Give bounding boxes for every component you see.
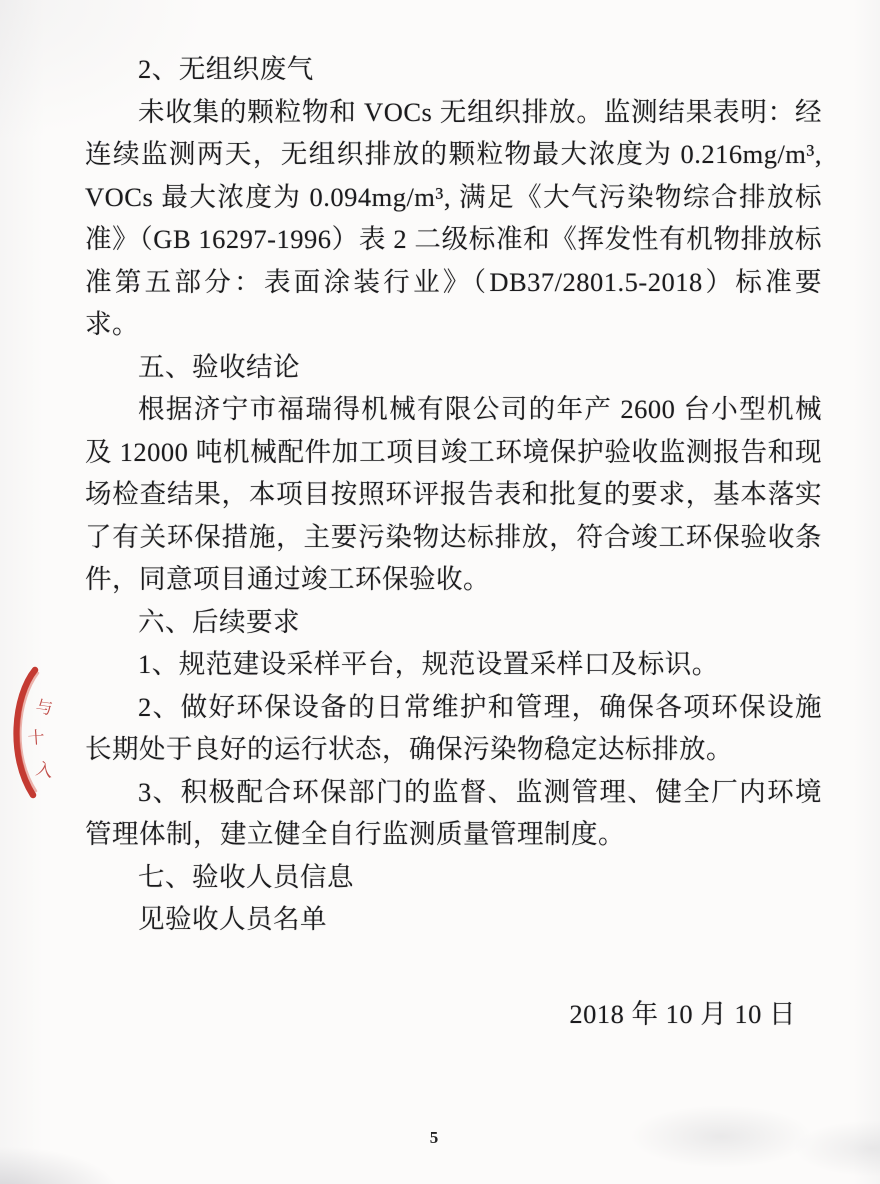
document-body [85, 48, 822, 1035]
paragraph-requirement-2: 2、做好环保设备的日常维护和管理，确保各项环保设施长期处于良好的运行状态，确保污染物稳定达标排放。 [85, 691, 822, 764]
section-heading-acceptance-personnel: 七、验收人员信息 [138, 861, 354, 892]
section-heading-fugitive-emissions: 2、无组织废气 [138, 54, 314, 84]
seal-fragment-glyph: 与 [34, 697, 54, 719]
page-number: 5 [429, 1128, 439, 1147]
paragraph-requirement-1: 1、规范建设采样平台，规范设置采样口及标识。 [138, 649, 719, 679]
document-date: 2018 年 10 月 10 日 [569, 998, 796, 1029]
seal-fragment-glyph: 十 [26, 727, 46, 748]
paragraph-see-personnel-list: 见验收人员名单 [138, 904, 327, 934]
paragraph-requirement-3: 3、积极配合环保部门的监督、监测管理、健全厂内环境管理体制，建立健全自行监测质量管理制度。 [85, 776, 822, 849]
section-heading-acceptance-conclusion: 五、验收结论 [138, 351, 300, 382]
paragraph-acceptance-conclusion: 根据济宁市福瑞得机械有限公司的年产 2600 台小型机械及 12000 吨机械配件加工项目竣工环境保护验收监测报告和现场检查结果，本项目按照环评报告表和批复的要求，基本落实了有关环保措施，主要污染物达标排放，符合竣工环保验收条件，同意项目通过竣工环保验收。 [85, 394, 822, 594]
section-heading-follow-up-requirements: 六、后续要求 [138, 606, 300, 637]
red-seal-stamp [2, 660, 60, 805]
paragraph-fugitive-emissions-results: 未收集的颗粒物和 VOCs 无组织排放。监测结果表明：经连续监测两天，无组织排放的颗粒物最大浓度为 0.216mg/m³, VOCs 最大浓度为 0.094mg/m³, 满足《大气污染物综合排放标准》（GB 16297-1996）表 2 二级标准和《挥发性有机物排放标准第五部分：表面涂装行业》（DB37/2801.5-2018）标准要求。 [85, 96, 822, 339]
seal-fragment-glyph: 入 [34, 759, 55, 781]
